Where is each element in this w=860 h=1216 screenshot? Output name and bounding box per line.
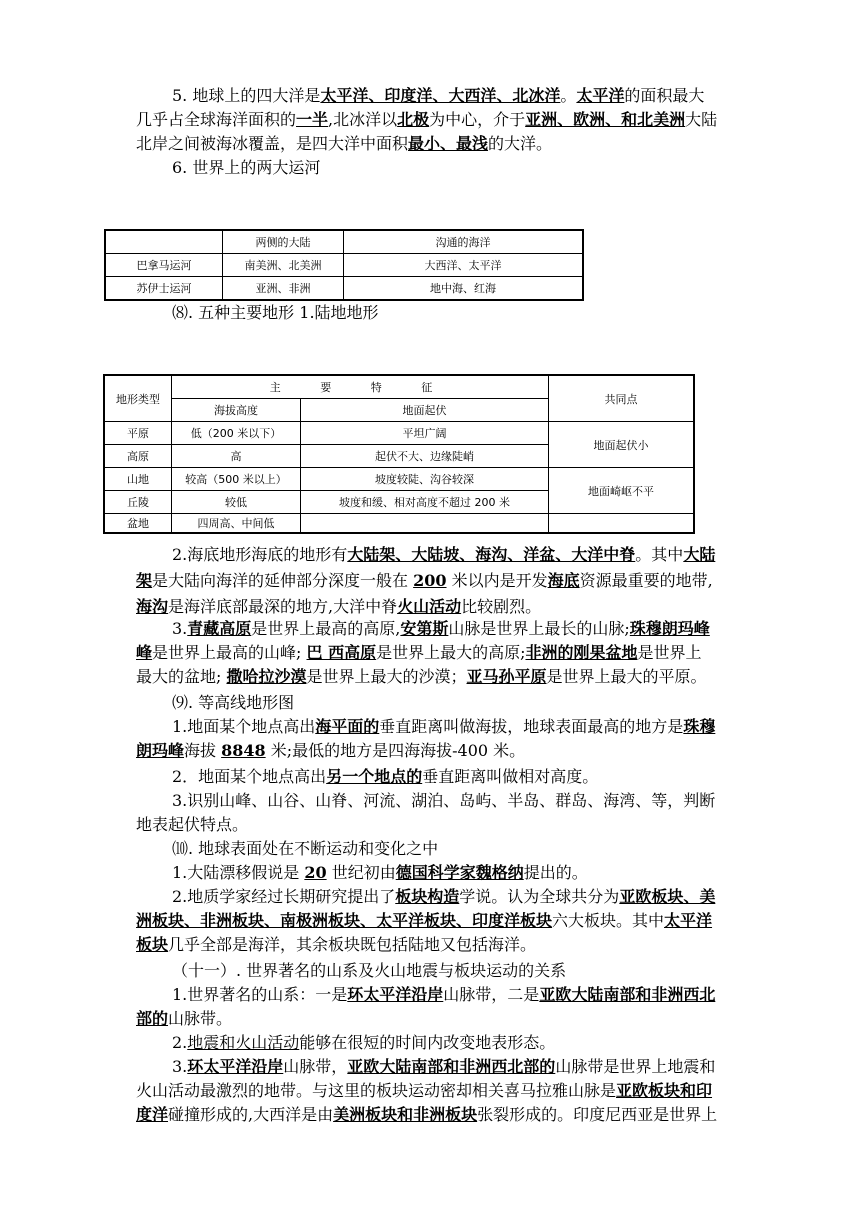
sea-line1: 2.海底地形海底的地形有大陆架、大陆坡、海沟、洋盆、大洋中脊。其中大陆: [172, 545, 716, 564]
sec11-heading: （十一）. 世界著名的山系及火山地震与板块运动的关系: [172, 961, 567, 980]
depth-value: 200: [413, 571, 447, 590]
landform-header-altitude: 海拔高度: [172, 399, 301, 422]
e1-line2: 部的山脉带。: [136, 1009, 233, 1028]
continents-term: 亚洲、欧洲、和北美洲: [525, 110, 686, 129]
landform-header-common: 共同点: [549, 375, 695, 422]
sec8-heading: ⑻. 五种主要地形 1.陆地地形: [172, 303, 379, 322]
d2-line3: 板块几乎全部是海洋，其余板块既包括陆地又包括海洋。: [136, 935, 537, 954]
d2-line2: 洲板块、非洲板块、南极洲板块、太平洋板块、印度洋板块六大板块。其中太平洋: [136, 911, 713, 930]
table-row: 丘陵 较低 坡度和缓、相对高度不超过 200 米: [104, 491, 694, 514]
canal-header-empty: [105, 230, 223, 254]
table-row: 高原 高 起伏不大、边缘陡峭: [104, 445, 694, 468]
c2-line: 2．地面某个地点高出另一个地点的垂直距离叫做相对高度。: [172, 767, 599, 786]
c3-line2: 地表起伏特点。: [136, 815, 249, 834]
oceans-list: 太平洋、印度洋、大西洋、北冰洋: [320, 86, 561, 105]
common-rugged: 地面崎岖不平: [549, 468, 695, 514]
landform-header-relief: 地面起伏: [301, 399, 549, 422]
p5-line1: 5. 地球上的四大洋是太平洋、印度洋、大西洋、北冰洋。太平洋的面积最大: [172, 86, 705, 105]
p5-line2: 几乎占全球海洋面积的一半,北冰洋以北极为中心，介于亚洲、欧洲、和北美洲大陆: [136, 110, 718, 129]
records-line2: 峰是世界上最高的山峰; 巴 西高原是世界上最大的高原;非洲的刚果盆地是世界上: [136, 643, 702, 662]
sec10-heading: ⑽. 地球表面处在不断运动和变化之中: [172, 839, 439, 858]
canal-header-oceans: 沟通的海洋: [344, 230, 584, 254]
e3-line1: 3.环太平洋沿岸山脉带，亚欧大陆南部和非洲西北部的山脉带是世界上地震和: [172, 1057, 716, 1076]
landform-table: [103, 374, 695, 534]
records-line3: 最大的盆地; 撒哈拉沙漠是世界上最大的沙漠；亚马孙平原是世界上最大的平原。: [136, 667, 707, 686]
canal-header-continents: 两侧的大陆: [223, 230, 344, 254]
d1-line: 1.大陆漂移假说是 20 世纪初由德国科学家魏格纳提出的。: [172, 863, 588, 882]
canal-table: [104, 229, 584, 301]
e3-line2: 火山活动最激烈的地带。与这里的板块运动密却相关喜马拉雅山脉是亚欧板块和印: [136, 1081, 713, 1100]
e3-line3: 度洋碰撞形成的,大西洋是由美洲板块和非洲板块张裂形成的。印度尼西亚是世界上: [136, 1105, 718, 1124]
p5-line3: 北岸之间被海冰覆盖，是四大洋中面积最小、最浅的大洋。: [136, 134, 553, 153]
table-row: 平原 低（200 米以下） 平坦广阔 地面起伏小: [104, 422, 694, 445]
table-row: 巴拿马运河 南美洲、北美洲 大西洋、太平洋: [105, 254, 583, 277]
landform-header-type: 地形类型: [104, 375, 172, 422]
sea-line3: 海沟是海洋底部最深的地方,大洋中脊火山活动比较剧烈。: [136, 597, 542, 616]
e2-line: 2.地震和火山活动能够在很短的时间内改变地表形态。: [172, 1033, 556, 1052]
c1-line2: 朗玛峰海拔 8848 米;最低的地方是四海海拔-400 米。: [136, 741, 526, 760]
seafloor-forms: 大陆架、大陆坡、海沟、洋盆、大洋中脊: [347, 545, 636, 564]
table-row: 苏伊士运河 亚洲、非洲 地中海、红海: [105, 277, 583, 301]
sea-line2: 架是大陆向海洋的延伸部分深度一般在 200 米以内是开发海底资源最重要的地带,: [136, 571, 713, 590]
pacific-term: 太平洋: [576, 86, 625, 105]
p6-heading: 6. 世界上的两大运河: [172, 158, 321, 177]
landform-header-main: 主 要 特 征: [172, 375, 549, 399]
pole-term: 北极: [397, 110, 430, 129]
e1-line1: 1.世界著名的山系：一是环太平洋沿岸山脉带，二是亚欧大陆南部和非洲西北: [172, 985, 716, 1004]
half-term: 一半: [296, 110, 329, 129]
c1-line1: 1.地面某个地点高出海平面的垂直距离叫做海拔，地球表面最高的地方是珠穆: [172, 717, 716, 736]
c3-line1: 3.识别山峰、山谷、山脊、河流、湖泊、岛屿、半岛、群岛、海湾、等，判断: [172, 791, 716, 810]
common-small-relief: 地面起伏小: [549, 422, 695, 468]
table-row: 山地 较高（500 米以上） 坡度较陡、沟谷较深 地面崎岖不平: [104, 468, 694, 491]
sec9-heading: ⑼. 等高线地形图: [172, 693, 295, 712]
records-line1: 3.青藏高原是世界上最高的高原,安第斯山脉是世界上最长的山脉;珠穆朗玛峰: [172, 619, 710, 638]
table-row: 盆地 四周高、中间低: [104, 514, 694, 534]
smallest-term: 最小、最浅: [408, 134, 489, 153]
d2-line1: 2.地质学家经过长期研究提出了板块构造学说。认为全球共分为亚欧板块、美: [172, 887, 716, 906]
height-value: 8848: [221, 741, 266, 760]
